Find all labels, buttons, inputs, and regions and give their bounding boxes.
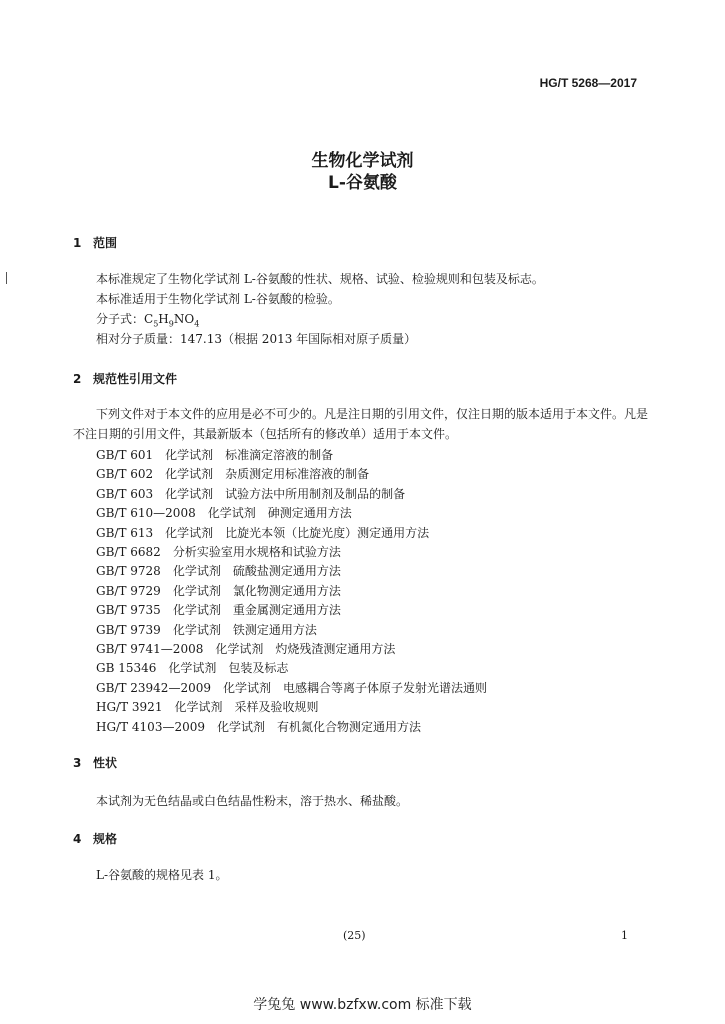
margin-mark (6, 272, 7, 284)
reference-title: 化学试剂 杂质测定用标准溶液的制备 (165, 467, 370, 482)
reference-code: GB/T 602 (96, 467, 154, 482)
reference-item (96, 446, 333, 463)
reference-code: GB 15346 (96, 661, 157, 676)
reference-item (96, 465, 369, 482)
reference-title: 化学试剂 硫酸盐测定通用方法 (172, 564, 341, 579)
reference-code: GB/T 601 (96, 448, 154, 462)
section-1-paragraph-2: 本标准适用于生物化学试剂 L-谷氨酸的检验。 (96, 292, 340, 306)
formula-label: 分子式： (96, 312, 145, 326)
molecular-mass: 相对分子质量：147.13（根据 2013 年国际相对原子质量） (96, 332, 417, 346)
section-number: 2 (73, 372, 82, 386)
reference-title: 化学试剂 电感耦合等离子体原子发射光谱法通则 (222, 680, 487, 695)
section-4-paragraph: L-谷氨酸的规格见表 1。 (96, 868, 228, 882)
reference-title: 化学试剂 重金属测定通用方法 (172, 603, 341, 618)
reference-title: 化学试剂 氯化物测定通用方法 (172, 583, 341, 598)
formula-c: C (144, 312, 154, 326)
section-1-heading (73, 234, 117, 251)
reference-code: GB/T 9728 (96, 564, 161, 579)
reference-title: 化学试剂 砷测定通用方法 (207, 506, 352, 521)
reference-code: GB/T 23942—2009 (96, 680, 211, 695)
section-title: 性状 (93, 756, 118, 770)
reference-item (96, 524, 429, 541)
section-4-heading (73, 830, 117, 847)
reference-code: HG/T 4103—2009 (96, 719, 205, 734)
section-2-intro: 下列文件对于本文件的应用是必不可少的。凡是注日期的引用文件，仅注日期的版本适用于本文件。凡是不注日期的引用文件，其最新版本（包括所有的修改单）适用于本文件。 (73, 407, 649, 441)
reference-code: HG/T 3921 (96, 700, 163, 715)
reference-item (96, 543, 341, 560)
reference-title: 化学试剂 有机氮化合物测定通用方法 (217, 719, 422, 734)
reference-title: 化学试剂 灼烧残渣测定通用方法 (215, 642, 396, 656)
reference-title: 化学试剂 标准滴定溶液的制备 (165, 448, 334, 462)
section-number: 4 (73, 832, 82, 846)
formula-h-count: 9 (168, 319, 174, 329)
reference-item (96, 582, 341, 599)
reference-code: GB/T 603 (96, 486, 154, 501)
molecular-formula (96, 310, 199, 328)
reference-title: 化学试剂 铁测定通用方法 (172, 622, 317, 637)
reference-code: GB/T 9741—2008 (96, 642, 204, 656)
reference-item (96, 621, 317, 638)
formula-o-count: 4 (194, 319, 200, 329)
reference-title: 化学试剂 采样及验收规则 (174, 700, 319, 715)
section-3-paragraph: 本试剂为无色结晶或白色结晶性粉末，溶于热水、稀盐酸。 (96, 794, 409, 808)
reference-item (96, 485, 405, 502)
formula-h: H (158, 312, 169, 326)
section-2-heading (73, 370, 177, 387)
reference-item (96, 640, 395, 657)
formula-c-count: 5 (153, 319, 159, 329)
reference-code: GB/T 610—2008 (96, 506, 196, 521)
reference-title: 化学试剂 比旋光本领（比旋光度）测定通用方法 (165, 525, 430, 540)
section-title: 规范性引用文件 (93, 372, 178, 386)
section-1-paragraph-1: 本标准规定了生物化学试剂 L-谷氨酸的性状、规格、试验、检验规则和包装及标志。 (96, 272, 544, 286)
section-number: 3 (73, 756, 82, 770)
footer-watermark: 学兔兔 www.bzfxw.com 标准下载 (253, 997, 472, 1013)
document-title-line2: L-谷氨酸 (328, 173, 397, 193)
reference-code: GB/T 613 (96, 525, 154, 540)
reference-code: GB/T 9735 (96, 603, 161, 618)
formula-rest: NO (173, 312, 195, 326)
reference-item (96, 659, 288, 676)
section-number: 1 (73, 236, 82, 250)
reference-item (96, 601, 341, 618)
page-number-center: (25) (343, 929, 366, 942)
reference-title: 分析实验室用水规格和试验方法 (172, 545, 341, 559)
reference-code: GB/T 9729 (96, 583, 161, 598)
reference-code: GB/T 9739 (96, 622, 161, 637)
section-title: 规格 (93, 832, 118, 846)
reference-item (96, 698, 318, 715)
reference-item (96, 679, 487, 696)
reference-item (96, 504, 352, 521)
reference-item (96, 562, 341, 579)
reference-title: 化学试剂 试验方法中所用制剂及制品的制备 (165, 486, 406, 501)
document-title-line1: 生物化学试剂 (311, 151, 414, 171)
reference-code: GB/T 6682 (96, 545, 161, 559)
page-number-right: 1 (621, 929, 628, 942)
standard-code: HG/T 5268—2017 (539, 76, 637, 90)
reference-title: 化学试剂 包装及标志 (168, 661, 289, 676)
reference-item (96, 718, 421, 735)
section-title: 范围 (93, 236, 118, 250)
section-3-heading (73, 754, 117, 771)
